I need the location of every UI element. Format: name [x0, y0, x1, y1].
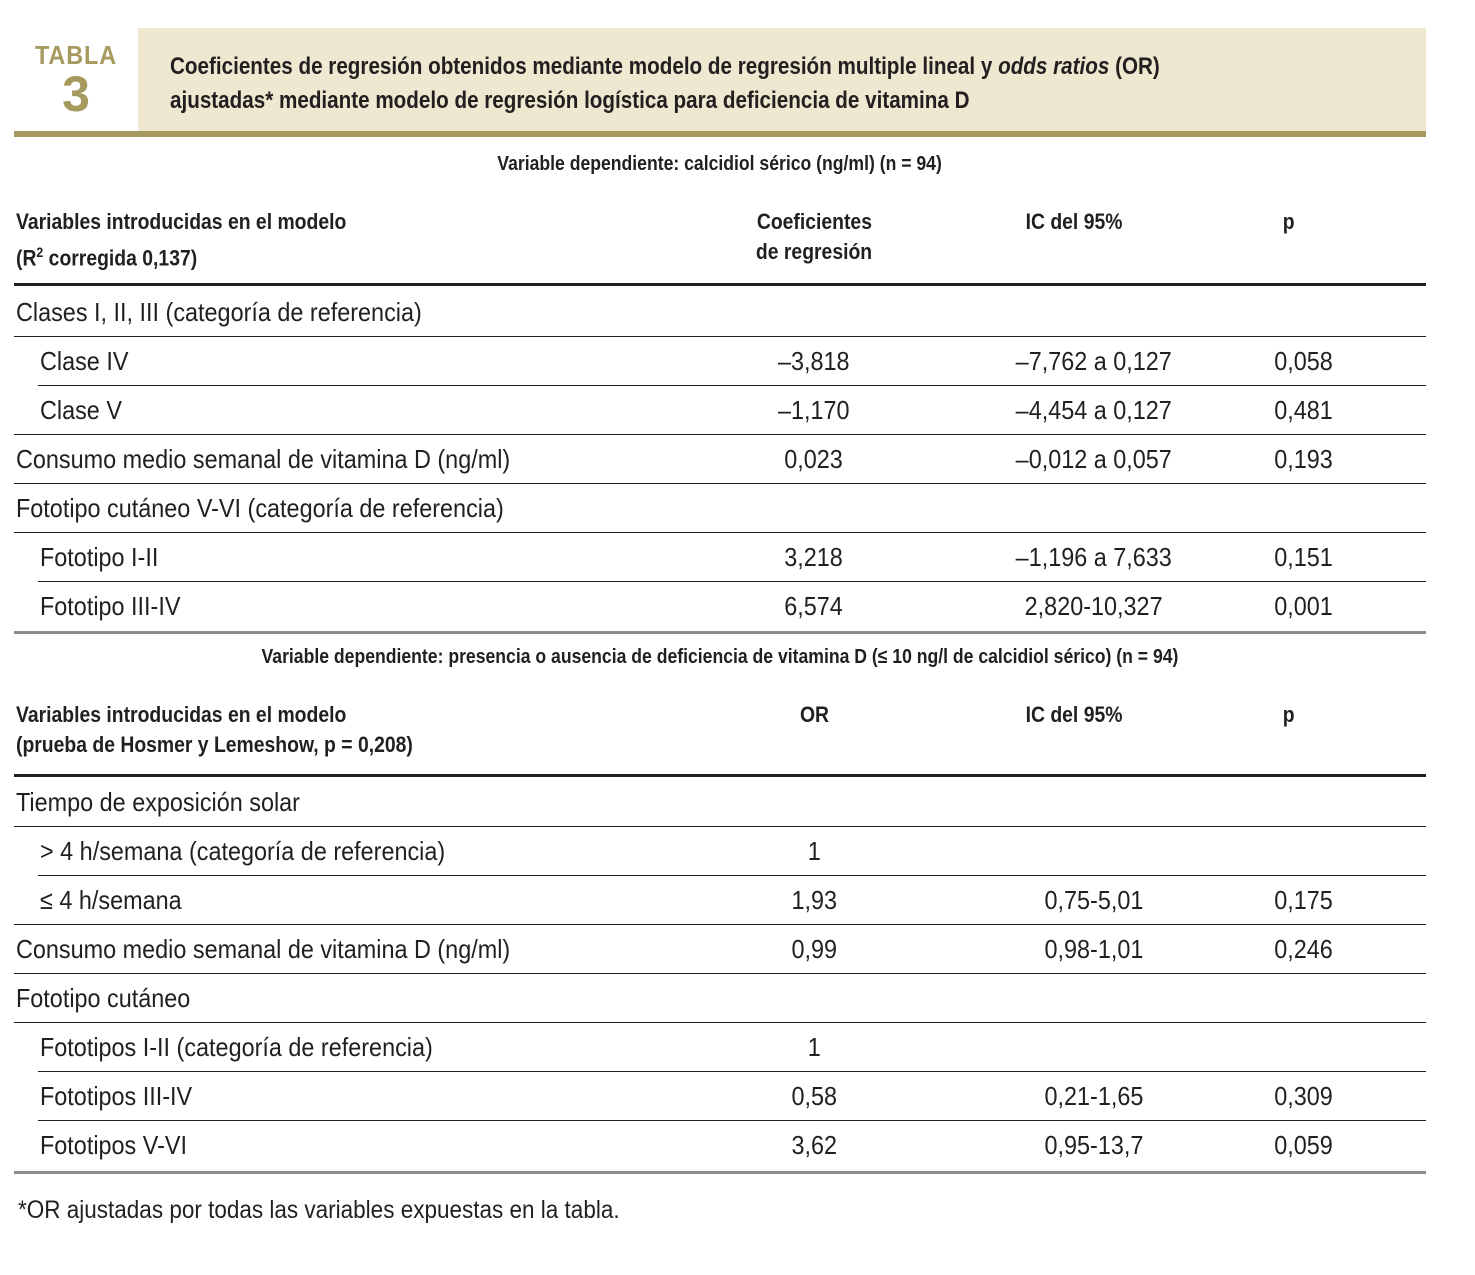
row-label: Clase IV — [40, 346, 129, 376]
table-title — [138, 28, 1426, 131]
table-row — [14, 533, 1426, 581]
table-row — [14, 435, 1426, 483]
section1-header-vars: Variables introducidas en el modelo ($R^2$ corregida 0,137) — [16, 209, 347, 271]
row-p-value: 0,175 — [1274, 885, 1334, 915]
table-end-rule — [14, 1171, 1426, 1174]
table-row — [14, 876, 1426, 924]
row-label: Fototipo III-IV — [40, 591, 181, 621]
row-p-value: 0,059 — [1274, 1130, 1334, 1160]
row-label: Consumo medio semanal de vitamina D (ng/ml) — [16, 444, 511, 474]
row-label: Clase V — [40, 395, 122, 425]
row-label: Fototipo I-II — [40, 542, 159, 572]
table-row — [14, 827, 1426, 875]
row-label: Fototipos III-IV — [40, 1081, 193, 1111]
row-label: Fototipos V-VI — [40, 1130, 187, 1160]
row-value: 6,574 — [784, 591, 844, 621]
row-value: –1,170 — [778, 395, 850, 425]
row-value: 1,93 — [791, 885, 837, 915]
row-p-value: 0,309 — [1274, 1081, 1334, 1111]
row-value: 0,99 — [791, 934, 837, 964]
row-ci: 0,98-1,01 — [1044, 934, 1144, 964]
row-label: Clases I, II, III (categoría de referencia) — [16, 297, 422, 327]
row-value: 3,62 — [791, 1130, 837, 1160]
row-value: 3,218 — [784, 542, 844, 572]
row-ci: –0,012 a 0,057 — [1015, 444, 1173, 474]
section2-header-or: OR — [799, 702, 829, 727]
row-label: Fototipos I-II (categoría de referencia) — [40, 1032, 433, 1062]
section2-header-p: p — [1283, 702, 1295, 727]
row-label: Tiempo de exposición solar — [16, 787, 300, 817]
table-number: 3 — [62, 66, 90, 122]
section2-header-ic: IC del 95% — [1025, 702, 1123, 727]
row-label: ≤ 4 h/semana — [40, 885, 182, 915]
row-value: 1 — [807, 836, 821, 866]
row-label: > 4 h/semana (categoría de referencia) — [40, 836, 446, 866]
row-value: –3,818 — [778, 346, 850, 376]
row-label: Fototipo cutáneo — [16, 983, 191, 1013]
table-row — [14, 288, 1426, 336]
table-row — [14, 1121, 1426, 1169]
row-ci: –1,196 a 7,633 — [1015, 542, 1173, 572]
table-row — [14, 1072, 1426, 1120]
row-ci: –4,454 a 0,127 — [1015, 395, 1173, 425]
row-ci: 0,95-13,7 — [1044, 1130, 1144, 1160]
row-p-value: 0,058 — [1274, 346, 1334, 376]
table-row — [14, 974, 1426, 1022]
section1-header-ic: IC del 95% — [1025, 209, 1123, 234]
table-row — [14, 386, 1426, 434]
header-rule — [14, 131, 1426, 137]
row-label: Fototipo cutáneo V-VI (categoría de referencia) — [16, 493, 504, 523]
section2-header-vars: Variables introducidas en el modelo (prueba de Hosmer y Lemeshow, p = 0,208) — [16, 702, 413, 757]
table-row — [14, 778, 1426, 826]
section1-end-rule — [14, 631, 1426, 634]
table-row — [14, 925, 1426, 973]
table-header — [14, 28, 1426, 131]
row-p-value: 0,193 — [1274, 444, 1334, 474]
row-p-value: 0,246 — [1274, 934, 1334, 964]
row-value: 0,023 — [784, 444, 844, 474]
row-value: 0,58 — [791, 1081, 837, 1111]
table-tag — [14, 28, 138, 131]
section1-header-coef: Coeficientes de regresión — [755, 209, 873, 264]
row-ci: –7,762 a 0,127 — [1015, 346, 1173, 376]
row-label: Consumo medio semanal de vitamina D (ng/ml) — [16, 934, 511, 964]
row-ci: 2,820-10,327 — [1025, 591, 1163, 621]
section1-header-p: p — [1283, 209, 1295, 234]
table-row — [14, 1023, 1426, 1071]
table-row — [14, 337, 1426, 385]
row-p-value: 0,481 — [1274, 395, 1334, 425]
table-title-line-2: ajustadas* mediante modelo de regresión logística para deficiencia de vitamina D — [170, 87, 970, 114]
table-title-line-1: Coeficientes de regresión obtenidos mediante modelo de regresión multiple lineal y odds ratios (OR) — [170, 53, 1160, 80]
row-value: 1 — [807, 1032, 821, 1062]
row-p-value: 0,001 — [1274, 591, 1334, 621]
section1-subtitle: Variable dependiente: calcidiol sérico (ng/ml) (n = 94) — [497, 153, 943, 175]
table-tag-word: TABLA — [34, 40, 118, 70]
footnote: *OR ajustadas por todas las variables expuestas en la tabla. — [18, 1196, 620, 1224]
row-p-value: 0,151 — [1274, 542, 1334, 572]
section1-header-rule — [14, 283, 1426, 286]
table-row — [14, 582, 1426, 630]
table-row — [14, 484, 1426, 532]
row-ci: 0,75-5,01 — [1044, 885, 1144, 915]
section2-header-rule — [14, 774, 1426, 777]
row-ci: 0,21-1,65 — [1044, 1081, 1144, 1111]
section2-subtitle: Variable dependiente: presencia o ausencia de deficiencia de vitamina D (≤ 10 ng/l de calcidiol sérico) (n = 94) — [261, 646, 1179, 668]
